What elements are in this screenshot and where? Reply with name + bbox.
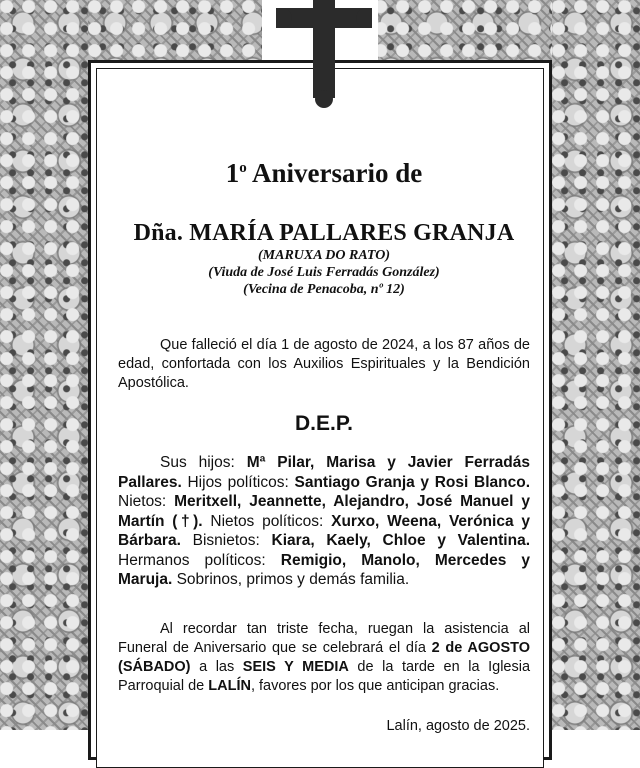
deceased-widow-of: (Viuda de José Luis Ferradás González) <box>208 265 440 280</box>
deceased-nickname: (MARUXA DO RATO) <box>258 248 390 263</box>
obituary-content <box>118 150 530 734</box>
rose-border-right <box>552 0 640 730</box>
family-list: Sus hijos: Mª Pilar, Marisa y Javier Ferradás Pallares. Hijos políticos: Santiago Granja y Rosi Blanco. Nietos: Meritxell, Jeannette, Alejandro, José Manuel y Martín (†). Nietos políticos: Xurxo, Weena, Verónica y Bárbara. Bisnietos: Kiara, Kaely, Chloe y Valentina. Hermanos políticos: Remigio, Manolo, Mercedes y Maruja. Sobrinos, primos y demás familia. <box>118 454 531 588</box>
dep-heading: D.E.P. <box>295 412 353 435</box>
anniversary-title: 1$^o$ Aniversario de <box>225 158 423 188</box>
funeral-notice: Al recordar tan triste fecha, ruegan la asistencia al Funeral de Aniversario que se celebrará el día 2 de AGOSTO (SÁBADO) a las SEIS Y MEDIA de la tarde en la Iglesia Parroquial de LALÍN, favores por los que anticipan gracias. <box>118 620 531 694</box>
deceased-residence: (Vecina de Penacoba, nº 12) <box>243 282 405 297</box>
rose-border-left <box>0 0 88 730</box>
cross-icon <box>276 0 372 108</box>
death-notice: Que falleció el día 1 de agosto de 2024, a los 87 años de edad, confortada con los Auxilios Espirituales y la Bendición Apostólica. <box>118 337 530 391</box>
deceased-name: Dña. MARÍA PALLARES GRANJA <box>133 220 515 246</box>
place-date-signature: Lalín, agosto de 2025. <box>386 717 530 734</box>
